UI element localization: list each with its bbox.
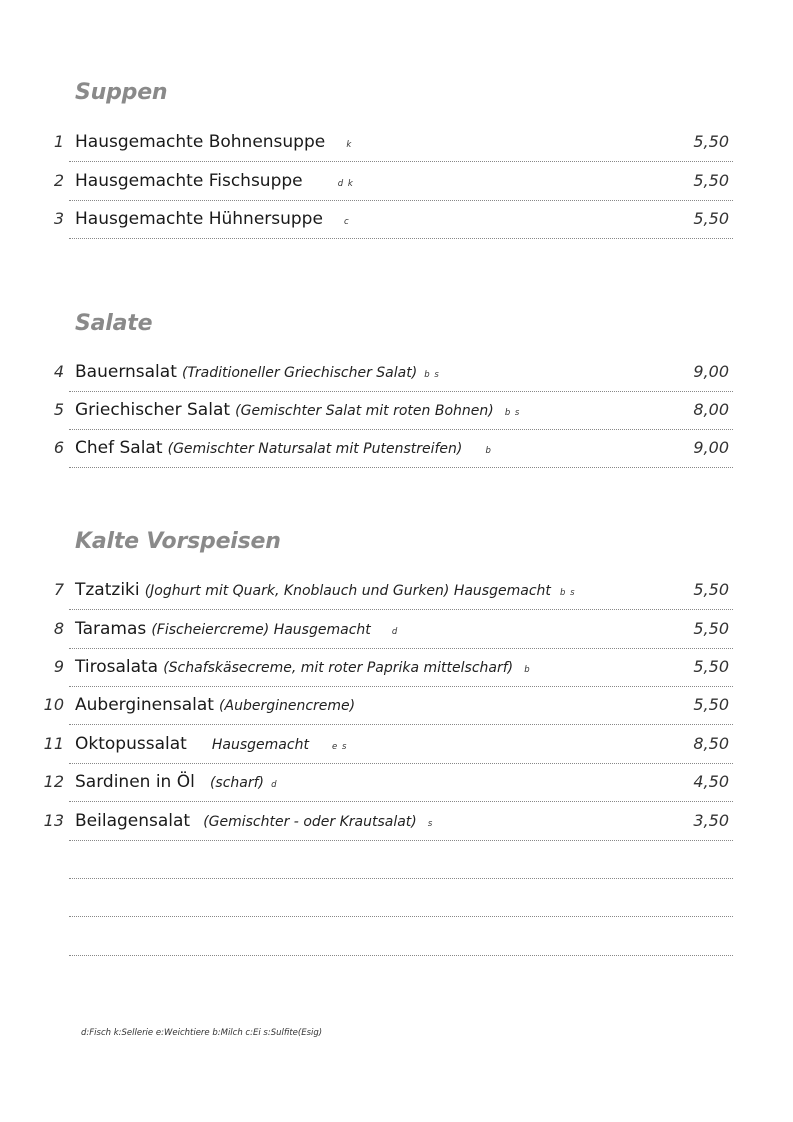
section-title-suppen: Suppen xyxy=(75,80,168,105)
item-number: 10 xyxy=(43,695,64,714)
item-text xyxy=(75,811,433,831)
item-name: Hausgemachte Hühnersuppe xyxy=(75,209,323,229)
dotted-divider xyxy=(69,840,733,841)
item-number: 3 xyxy=(53,209,64,228)
item-name: Griechischer Salat xyxy=(75,400,231,420)
item-allergens: b xyxy=(524,665,531,675)
item-description: (Gemischter Natursalat mit Putenstreifen) xyxy=(167,441,463,457)
dotted-divider xyxy=(69,161,733,162)
item-number: 11 xyxy=(43,734,64,753)
menu-item xyxy=(40,207,733,245)
item-allergens: d k xyxy=(337,179,354,189)
dotted-divider xyxy=(69,609,733,610)
empty-dotted-line xyxy=(69,916,733,917)
menu-item xyxy=(40,655,733,693)
item-number: 13 xyxy=(43,811,64,830)
dotted-divider xyxy=(69,763,733,764)
item-name: Beilagensalat xyxy=(75,811,191,831)
item-text xyxy=(75,734,347,754)
item-number: 7 xyxy=(53,580,64,599)
menu-item xyxy=(40,398,733,436)
item-text xyxy=(75,438,492,458)
item-name: Taramas xyxy=(75,619,147,639)
item-number: 1 xyxy=(53,132,64,151)
allergen-legend: d:Fisch k:Sellerie e:Weichtiere b:Milch c:Ei s:Sulfite(Esig) xyxy=(81,1028,323,1038)
item-description: (Schafskäsecreme, mit roter Paprika mittelscharf) xyxy=(163,660,514,676)
item-text xyxy=(75,619,398,639)
item-price: 5,50 xyxy=(693,657,729,676)
item-price: 3,50 xyxy=(693,811,729,830)
item-text xyxy=(75,400,520,420)
item-price: 5,50 xyxy=(693,171,729,190)
menu-item xyxy=(40,693,733,731)
dotted-divider xyxy=(69,429,733,430)
dotted-divider xyxy=(69,238,733,239)
dotted-divider xyxy=(69,801,733,802)
item-number: 12 xyxy=(43,772,64,791)
item-description: (Gemischter Salat mit roten Bohnen) xyxy=(235,403,494,419)
item-name: Hausgemachte Fischsuppe xyxy=(75,171,303,191)
item-text xyxy=(75,695,355,715)
item-price: 5,50 xyxy=(693,695,729,714)
dotted-divider xyxy=(69,724,733,725)
item-description: (Traditioneller Griechischer Salat) xyxy=(181,365,418,381)
dotted-divider xyxy=(69,200,733,201)
item-name: Chef Salat xyxy=(75,438,163,458)
item-description: (scharf) xyxy=(209,775,264,791)
item-description: (Gemischter - oder Krautsalat) xyxy=(203,814,417,830)
item-name: Bauernsalat xyxy=(75,362,177,382)
menu-item xyxy=(40,130,733,168)
item-name: Sardinen in Öl xyxy=(75,772,195,792)
item-number: 4 xyxy=(53,362,64,381)
item-price: 9,00 xyxy=(693,362,729,381)
item-allergens: k xyxy=(346,140,353,150)
item-price: 4,50 xyxy=(693,772,729,791)
dotted-divider xyxy=(69,467,733,468)
item-price: 8,50 xyxy=(693,734,729,753)
section-title-salate: Salate xyxy=(75,311,153,336)
item-allergens: b s xyxy=(559,588,576,598)
item-price: 9,00 xyxy=(693,438,729,457)
dotted-divider xyxy=(69,648,733,649)
item-number: 2 xyxy=(53,171,64,190)
menu-item xyxy=(40,436,733,474)
menu-item xyxy=(40,169,733,207)
item-text xyxy=(75,362,440,382)
item-price: 8,00 xyxy=(693,400,729,419)
item-text xyxy=(75,772,278,792)
item-text xyxy=(75,657,531,677)
item-allergens: d xyxy=(391,627,399,637)
menu-item xyxy=(40,809,733,847)
dotted-divider xyxy=(69,391,733,392)
item-name: Auberginensalat xyxy=(75,695,214,715)
section-title-kalte-vorspeisen: Kalte Vorspeisen xyxy=(75,529,281,554)
item-text xyxy=(75,171,354,191)
item-description: (Auberginencreme) xyxy=(219,698,356,714)
item-number: 6 xyxy=(53,438,64,457)
item-allergens: b s xyxy=(504,408,521,418)
item-text xyxy=(75,209,350,229)
item-number: 5 xyxy=(53,400,64,419)
item-number: 8 xyxy=(53,619,64,638)
item-name: Tirosalata xyxy=(75,657,159,677)
item-price: 5,50 xyxy=(693,580,729,599)
item-price: 5,50 xyxy=(693,209,729,228)
item-name: Oktopussalat xyxy=(75,734,187,754)
item-number: 9 xyxy=(53,657,64,676)
item-allergens: e s xyxy=(332,742,348,752)
menu-item xyxy=(40,770,733,808)
item-allergens: c xyxy=(344,217,350,227)
empty-dotted-line xyxy=(69,955,733,956)
menu-item xyxy=(40,732,733,770)
item-name: Hausgemachte Bohnensuppe xyxy=(75,132,326,152)
dotted-divider xyxy=(69,686,733,687)
empty-dotted-line xyxy=(69,878,733,879)
menu-item xyxy=(40,360,733,398)
item-name: Tzatziki xyxy=(75,580,140,600)
item-text xyxy=(75,132,352,152)
item-price: 5,50 xyxy=(693,619,729,638)
menu-item xyxy=(40,578,733,616)
item-description: Hausgemacht xyxy=(211,737,309,753)
menu-item xyxy=(40,617,733,655)
item-allergens: b s xyxy=(424,370,440,380)
item-description: (Fischeiercreme) Hausgemacht xyxy=(151,622,371,638)
item-allergens: s xyxy=(427,819,434,829)
item-allergens: d xyxy=(271,780,278,790)
item-description: (Joghurt mit Quark, Knoblauch und Gurken) Hausgemacht xyxy=(144,583,551,599)
item-price: 5,50 xyxy=(693,132,729,151)
item-allergens: b xyxy=(485,446,492,456)
item-text xyxy=(75,580,576,600)
